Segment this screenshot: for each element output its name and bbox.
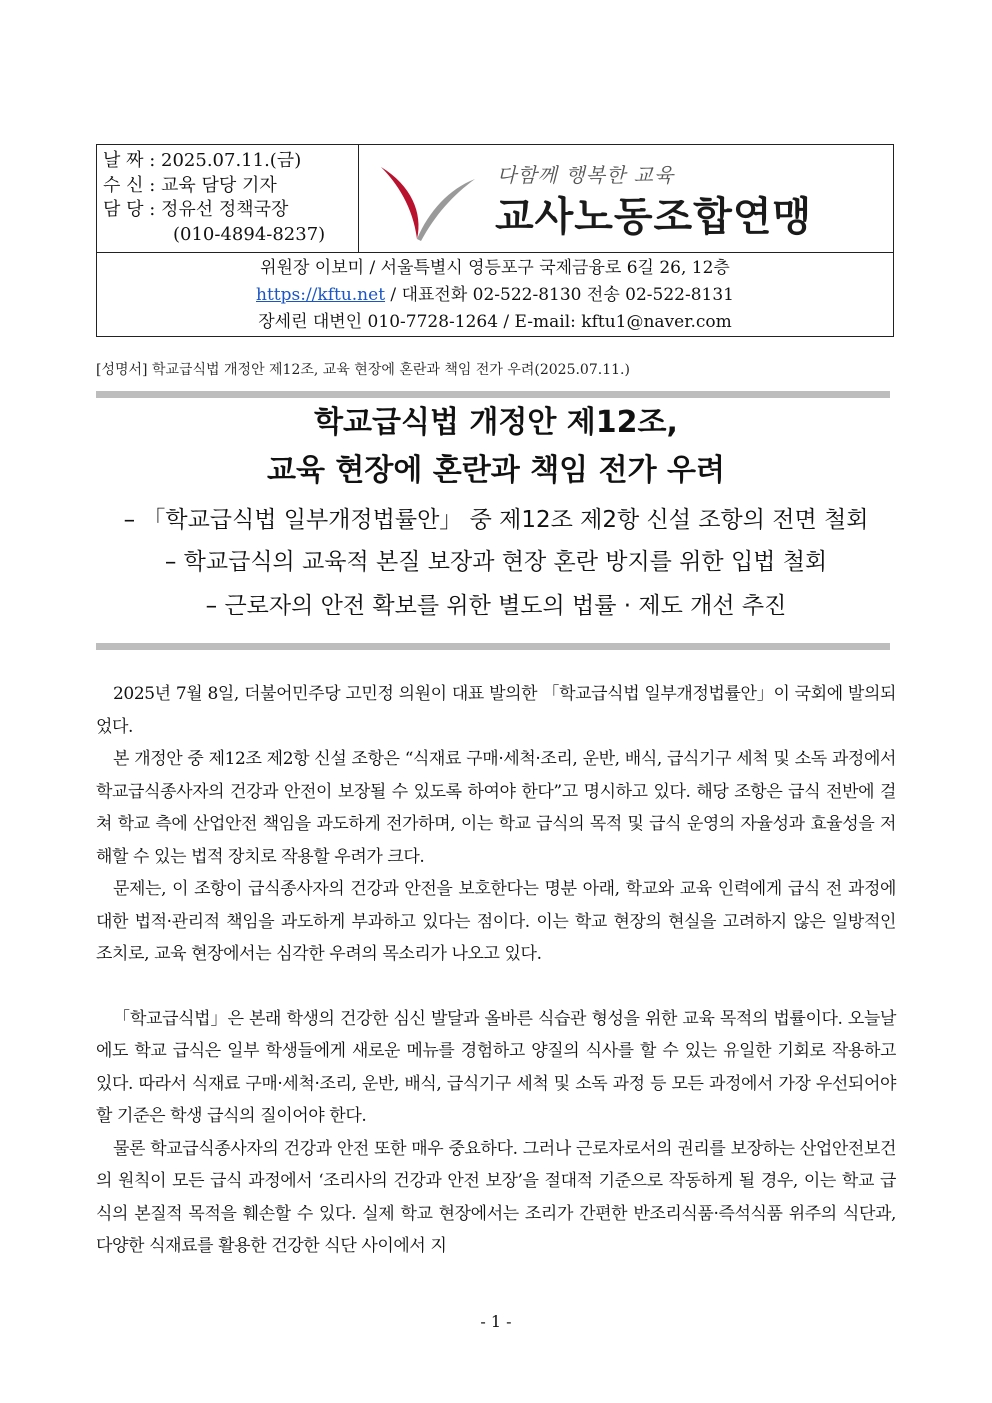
subtitle-point-1: – 「학교급식법 일부개정법률안」 중 제12조 제2항 신설 조항의 전면 철회: [123, 507, 869, 533]
spokesperson-email-line: 장세린 대변인 010-7728-1264 / E-mail: kftu1@naver.com: [258, 312, 732, 332]
statement-caption: [성명서] 학교급식법 개정안 제12조, 교육 현장에 혼란과 책임 전가 우려(2025.07.11.): [96, 362, 630, 378]
paragraph: 문제는, 이 조항이 급식종사자의 건강과 안전을 보호한다는 명분 아래, 학교와 교육 인력에게 급식 전 과정에 대한 법적·관리적 책임을 과도하게 부과하고 있다는 점이다. 이는 학교 현장의 현실을 고려하지 않은 일방적인 조치로, 교육 현장에서는 심각한 우려의 목소리가 나오고 있다.: [96, 879, 896, 964]
union-logo-icon: [377, 163, 477, 243]
paragraph: 「학교급식법」은 본래 학생의 건강한 심신 발달과 올바른 식습관 형성을 위한 교육 목적의 법률이다. 오늘날에도 학교 급식은 일부 학생들에게 새로운 메뉴를 경험하고 양질의 식사를 할 수 있는 유일한 기회로 작용하고 있다. 따라서 식재료 구매·세척·조리, 운반, 배식, 급식기구 세척 및 소독 과정 등 모든 과정에서 가장 우선되어야 할 기준은 학생 급식의 질이어야 한다.: [96, 1008, 896, 1126]
subtitle-point-2: – 학교급식의 교육적 본질 보장과 현장 혼란 방지를 위한 입법 철회: [164, 549, 828, 575]
title-line-2: 교육 현장에 혼란과 책임 전가 우려: [267, 453, 725, 488]
statement-body: [96, 678, 896, 1263]
header-top-row: [97, 145, 893, 253]
president-address-line: 위원장 이보미 / 서울특별시 영등포구 국제금융로 6길 26, 12층: [260, 258, 730, 278]
title-line-1: 학교급식법 개정안 제12조,: [314, 405, 678, 440]
date-line: 날 짜 : 2025.07.11.(금): [103, 150, 302, 171]
contact-phone-line: (010-4894-8237): [173, 223, 326, 245]
page-number: - 1 -: [480, 1312, 512, 1331]
divider-bottom: [96, 643, 890, 650]
subtitle-point-3: – 근로자의 안전 확보를 위한 별도의 법률 · 제도 개선 추진: [205, 593, 787, 619]
logo: [359, 145, 893, 252]
logo-slogan: 다함께 행복한 교육: [497, 163, 675, 187]
meta-info: [97, 145, 359, 252]
website-link[interactable]: https://kftu.net: [256, 285, 386, 305]
paragraph: 물론 학교급식종사자의 건강과 안전 또한 매우 중요하다. 그러나 근로자로서의 권리를 보장하는 산업안전보건의 원칙이 모든 급식 과정에서 ‘조리사의 건강과 안전 보장’을 절대적 기준으로 작동하게 될 경우, 이는 학교 급식의 본질적 목적을 훼손할 수 있다. 실제 학교 현장에서는 조리가 간편한 반조리식품·즉석식품 위주의 식단과, 다양한 식재료를 활용한 건강한 식단 사이에서 지: [96, 1138, 896, 1256]
website-phone-line: [97, 282, 893, 309]
paragraph: 본 개정안 중 제12조 제2항 신설 조항은 “식재료 구매·세척·조리, 운반, 배식, 급식기구 세척 및 소독 과정에서 학교급식종사자의 건강과 안전이 보장될 수 있도록 하여야 한다”고 명시하고 있다. 해당 조항은 급식 전반에 걸쳐 학교 측에 산업안전 책임을 과도하게 전가하며, 이는 학교 급식의 목적 및 급식 운영의 자율성과 효율성을 저해할 수 있는 법적 장치로 작용할 우려가 크다.: [96, 749, 896, 867]
divider-top: [96, 391, 890, 398]
phone-fax-text: / 대표전화 02-522-8130 전송 02-522-8131: [385, 285, 734, 305]
contact-info: [97, 255, 893, 337]
press-release-header: [96, 144, 894, 337]
logo-org-name: 교사노동조합연맹: [495, 194, 813, 240]
recipient-line: 수 신 : 교육 담당 기자: [103, 174, 277, 196]
paragraph: 2025년 7월 8일, 더불어민주당 고민정 의원이 대표 발의한 「학교급식법 일부개정법률안」이 국회에 발의되었다.: [96, 684, 896, 737]
contact-person-line: 담 당 : 정유선 정책국장: [103, 199, 289, 220]
